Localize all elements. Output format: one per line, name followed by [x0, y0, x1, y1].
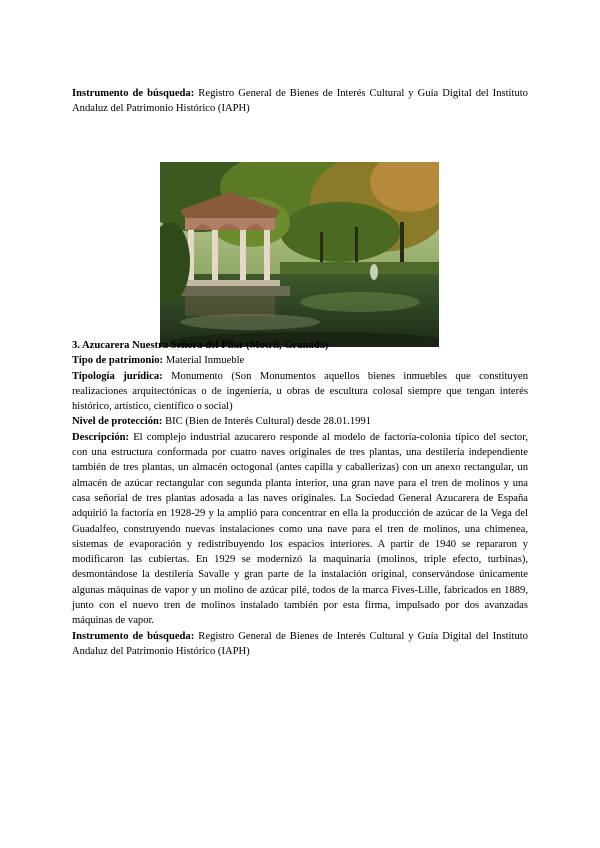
nivel-value: BIC (Bien de Interés Cultural) desde 28.01.1991 [162, 416, 372, 428]
descripcion [72, 430, 528, 629]
entry-3 [72, 338, 528, 659]
tipo-label: Tipo de patrimonio: [72, 355, 164, 367]
nivel-label: Nivel de protección: [72, 416, 163, 428]
nivel-proteccion [72, 414, 528, 429]
descripcion-label: Descripción: [72, 431, 130, 443]
entry-heading-text: 3. Azucarera Nuestra Señora del Pilar (Motril, Granada) [72, 340, 329, 351]
garden-photo [160, 162, 439, 347]
entry-heading [72, 338, 528, 353]
tipologia-juridica [72, 369, 528, 415]
tipologia-value: Monumento (Son Monumentos aquellos bienes inmuebles que constituyen realizaciones arquitectónicas o de ingeniería, u obras de escultura colosal siempre que tengan interés histórico, artístico, científico o social) [72, 370, 529, 413]
instrumento-text-top: Registro General de Bienes de Interés Cultural y Guía Digital del Instituto Andaluz del Patrimonio Histórico (IAPH) [72, 88, 528, 115]
tipo-value: Material Inmueble [163, 355, 245, 367]
instrumento-label-top: Instrumento de búsqueda: [72, 88, 195, 99]
instrumento-value: Registro General de Bienes de Interés Cultural y Guía Digital del Instituto Andaluz del Patrimonio Histórico (IAPH) [72, 630, 528, 657]
instrumento-paragraph-top [72, 86, 528, 117]
instrumento-paragraph [72, 629, 528, 660]
descripcion-value: El complejo industrial azucarero responde al modelo de factoría-colonia típico del sector, con una estructura conformada por cuatro naves originales de tres plantas, una destilería independiente también de tres plantas, un almacén octogonal (antes capilla y caballerizas) con un anexo rectangular, un almacén de azúcar rectangular con segunda planta interior, una gran nave para el tren de molinos y una casa señorial de tres plantas adosada a las naves originales. La Sociedad General Azucarera de España adquirió la factoría en 1928-29 y la amplió para concentrar en ella la producción de azúcar de la Vega del Guadalfeo, construyendo nuevas instalaciones como una nave para el tren de molinos, una chimenea, sistemas de evaporación y redistribuyendo los espacios interiores. A partir de 1940 se repararon y modificaron las cubiertas. En 1929 se modernizó la maquinaria (molinos, triple efecto, turbinas), desmontándose la destilería Savalle y gran parte de la instalación original, conservándose únicamente algunas máquinas de vapor y un molino de azúcar pilé, todos de la marca Fives-Lille, fabricados en 1889, junto con el nuevo tren de molinos instalado también por esta firma, impulsado por dos avanzadas máquinas de vapor. [72, 431, 528, 627]
top-reference [72, 86, 528, 117]
tipo-patrimonio [72, 353, 528, 368]
tipologia-label: Tipología jurídica: [72, 370, 163, 382]
instrumento-label: Instrumento de búsqueda: [72, 630, 195, 642]
